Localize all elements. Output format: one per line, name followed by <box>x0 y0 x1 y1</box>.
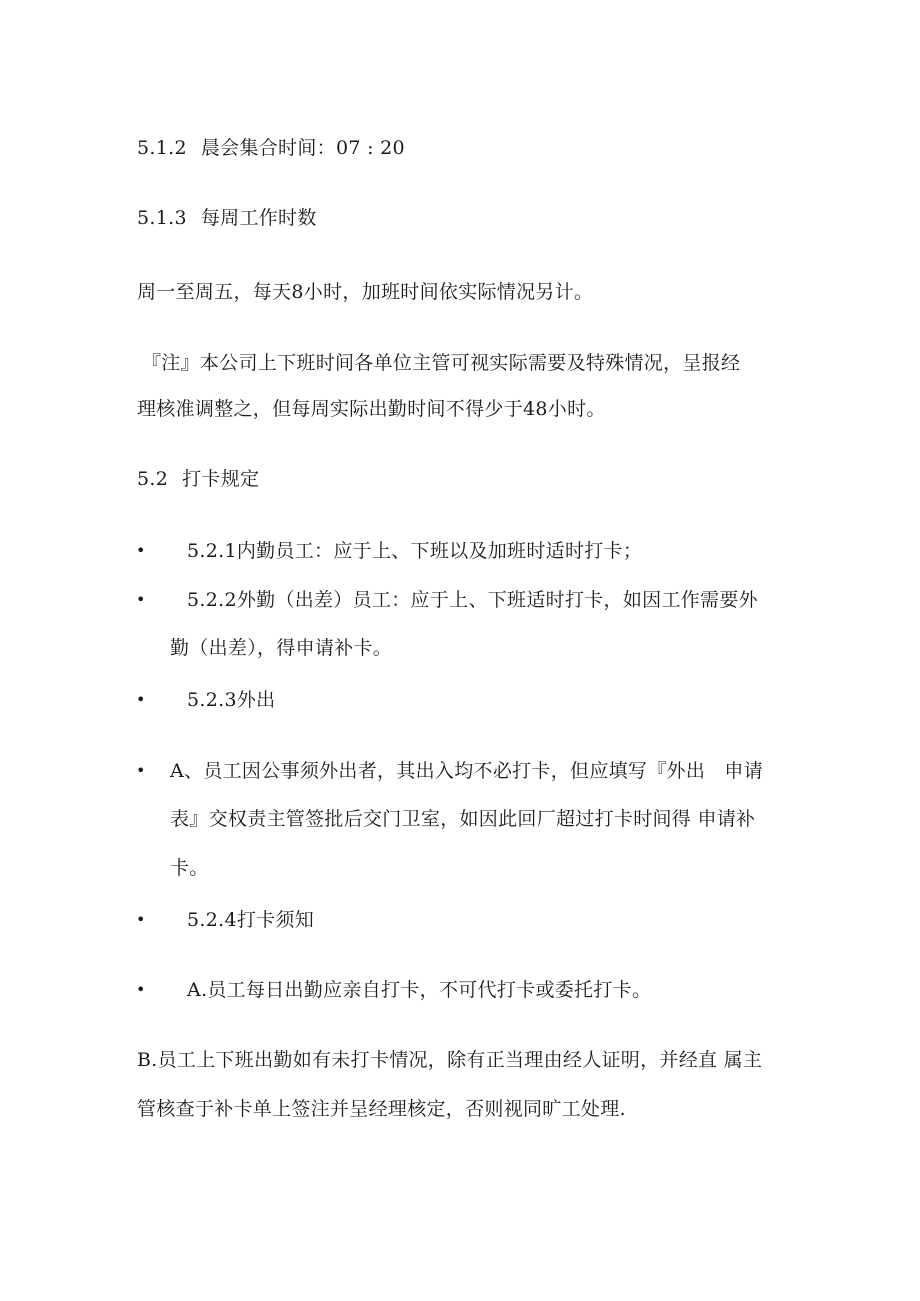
section-number: 5.1.3 <box>137 207 187 229</box>
section-5-1-2 <box>137 135 405 161</box>
list-item-5-2-4-A: A.员工每日出勤应亲自打卡，不可代打卡或委托打卡。 <box>187 979 652 1001</box>
list-item-A-line-3: 卡。 <box>170 857 209 879</box>
list-item-5-2-2-line-2: 勤（出差），得申请补卡。 <box>170 637 393 659</box>
list-item-5-2-3: 5.2.3外出 <box>187 689 276 711</box>
note-line-2: 理核准调整之，但每周实际出勤时间不得少于48小时。 <box>137 398 606 420</box>
bullet-icon: • <box>136 980 146 999</box>
section-text: 每周工作时数 <box>200 207 317 229</box>
section-5-2 <box>137 466 259 492</box>
list-item-5-2-1: 5.2.1内勤员工：应于上、下班以及加班时适时打卡； <box>187 540 643 562</box>
list-item-A-line-2: 表』交权责主管签批后交门卫室，如因此回厂超过打卡时间得 申请补 <box>170 808 756 830</box>
list-item-A-line-1: A、员工因公事须外出者，其出入均不必打卡，但应填写『外出 申请 <box>170 760 764 782</box>
note-line-1: 『注』本公司上下班时间各单位主管可视实际需要及特殊情况，呈报经 <box>142 352 741 374</box>
bullet-icon: • <box>136 690 146 709</box>
weekday-hours-text: 周一至周五，每天8小时，加班时间依实际情况另计。 <box>137 281 594 303</box>
list-item-5-2-4: 5.2.4打卡须知 <box>187 909 315 931</box>
bullet-icon: • <box>136 541 146 560</box>
paragraph-B-line-2: 管核查于补卡单上签注并呈经理核定，否则视同旷工处理. <box>137 1098 626 1120</box>
section-number: 5.1.2 <box>137 137 187 159</box>
list-item-5-2-2-line-1: 5.2.2外勤（出差）员工：应于上、下班适时打卡，如因工作需要外 <box>187 589 758 611</box>
section-number: 5.2 <box>137 468 169 490</box>
section-5-1-3 <box>137 205 317 231</box>
paragraph-B-line-1: B.员工上下班出勤如有未打卡情况，除有正当理由经人证明，并经直 属主 <box>137 1049 763 1071</box>
section-text: 晨会集合时间：07 : 20 <box>200 137 405 159</box>
bullet-icon: • <box>136 761 146 780</box>
section-text: 打卡规定 <box>182 468 260 490</box>
bullet-icon: • <box>136 590 146 609</box>
bullet-icon: • <box>136 910 146 929</box>
